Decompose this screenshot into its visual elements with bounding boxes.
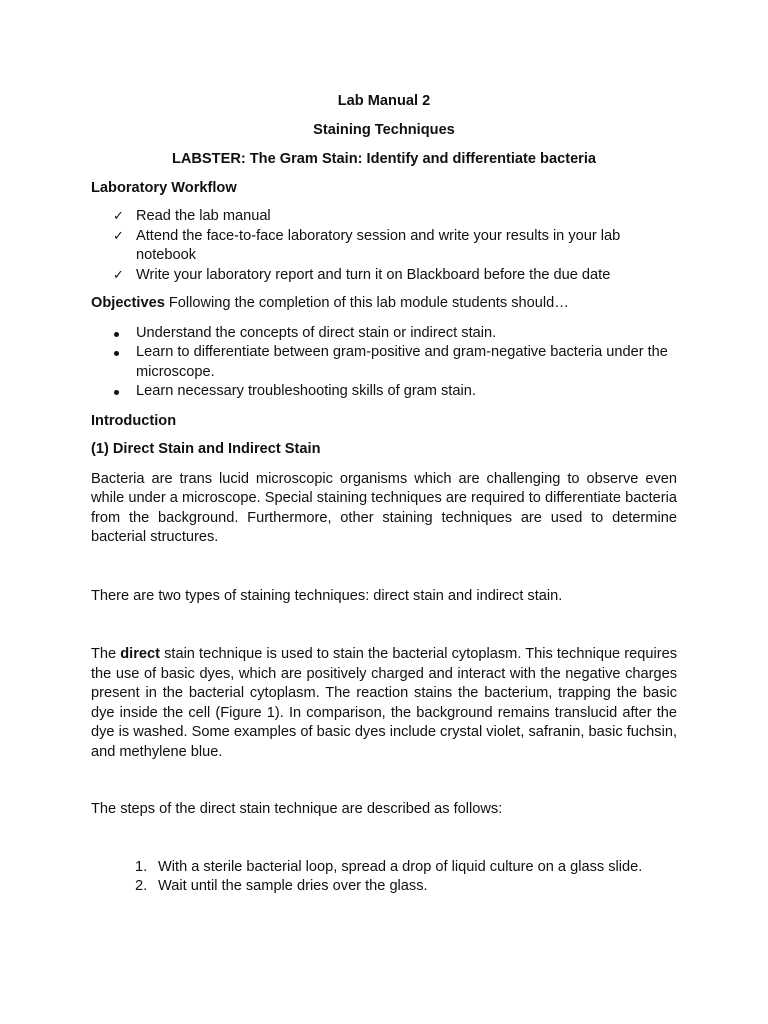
- workflow-item-text: Attend the face-to-face laboratory session and write your results in your lab notebook: [136, 227, 621, 263]
- step-text: With a sterile bacterial loop, spread a drop of liquid culture on a glass slide.: [158, 858, 643, 875]
- bullet-icon: [114, 390, 119, 395]
- list-item: [91, 877, 677, 897]
- checkmark-icon: ✓: [113, 209, 124, 224]
- step-number: 2.: [135, 878, 148, 894]
- list-item: [91, 266, 677, 286]
- section-heading: (1) Direct Stain and Indirect Stain: [91, 441, 321, 457]
- step-number: 1.: [135, 858, 148, 875]
- document-title: Lab Manual 2: [337, 93, 431, 109]
- objectives-list: [91, 324, 677, 402]
- workflow-heading: Laboratory Workflow: [91, 179, 237, 196]
- bullet-icon: [114, 351, 119, 356]
- list-item: [91, 227, 677, 266]
- bullet-icon: [114, 332, 119, 337]
- direct-term: direct: [120, 646, 160, 662]
- checkmark-icon: ✓: [113, 228, 124, 244]
- list-item: [91, 382, 677, 402]
- objectives-label: Objectives: [91, 295, 165, 311]
- document-page: [91, 92, 677, 897]
- paragraph-two-types: There are two types of staining techniques: direct stain and indirect stain.: [91, 587, 563, 604]
- paragraph-steps-intro: The steps of the direct stain technique are described as follows:: [91, 801, 503, 817]
- paragraph-bacteria: Bacteria are trans lucid microscopic organisms which are challenging to observe even while under a microscope. Special staining techniques are required to differentiate bacteria from the background. Furthermore, other staining techniques are used to determine bacterial structures.: [91, 470, 677, 545]
- checkmark-icon: ✓: [113, 267, 124, 283]
- introduction-heading: Introduction: [91, 412, 177, 429]
- para-rest: stain technique is used to stain the bacterial cytoplasm. This technique requires the use of basic dyes, which are positively charged and interact with the negative charges present in the bacterial cytoplasm. The reaction stains the bacterium, trapping the basic dye inside the cell (Figure 1). In comparison, the background remains translucid after the dye is washed. Some examples of basic dyes include crystal violet, safranin, basic fuchsin, and methylene blue.: [91, 646, 677, 760]
- steps-list: [91, 858, 677, 897]
- objectives-intro: [91, 294, 677, 314]
- list-item: [91, 324, 677, 344]
- objective-text: Learn to differentiate between gram-positive and gram-negative bacteria under the microscope.: [136, 344, 668, 380]
- labster-title: LABSTER: The Gram Stain: Identify and differentiate bacteria: [171, 151, 597, 167]
- workflow-item-text: Read the lab manual: [136, 208, 271, 224]
- step-text: Wait until the sample dries over the glass.: [158, 878, 428, 894]
- list-item: [91, 858, 677, 878]
- objective-text: Understand the concepts of direct stain or indirect stain.: [136, 324, 497, 341]
- para-prefix: The: [91, 646, 121, 662]
- objective-text: Learn necessary troubleshooting skills of gram stain.: [136, 383, 476, 399]
- objectives-text: Following the completion of this lab module students should…: [164, 295, 569, 311]
- list-item: [91, 343, 677, 382]
- list-item: [91, 207, 677, 227]
- workflow-item-text: Write your laboratory report and turn it on Blackboard before the due date: [136, 266, 611, 283]
- document-subtitle: Staining Techniques: [313, 121, 455, 138]
- workflow-list: [91, 207, 677, 285]
- paragraph-direct-stain: [91, 645, 677, 762]
